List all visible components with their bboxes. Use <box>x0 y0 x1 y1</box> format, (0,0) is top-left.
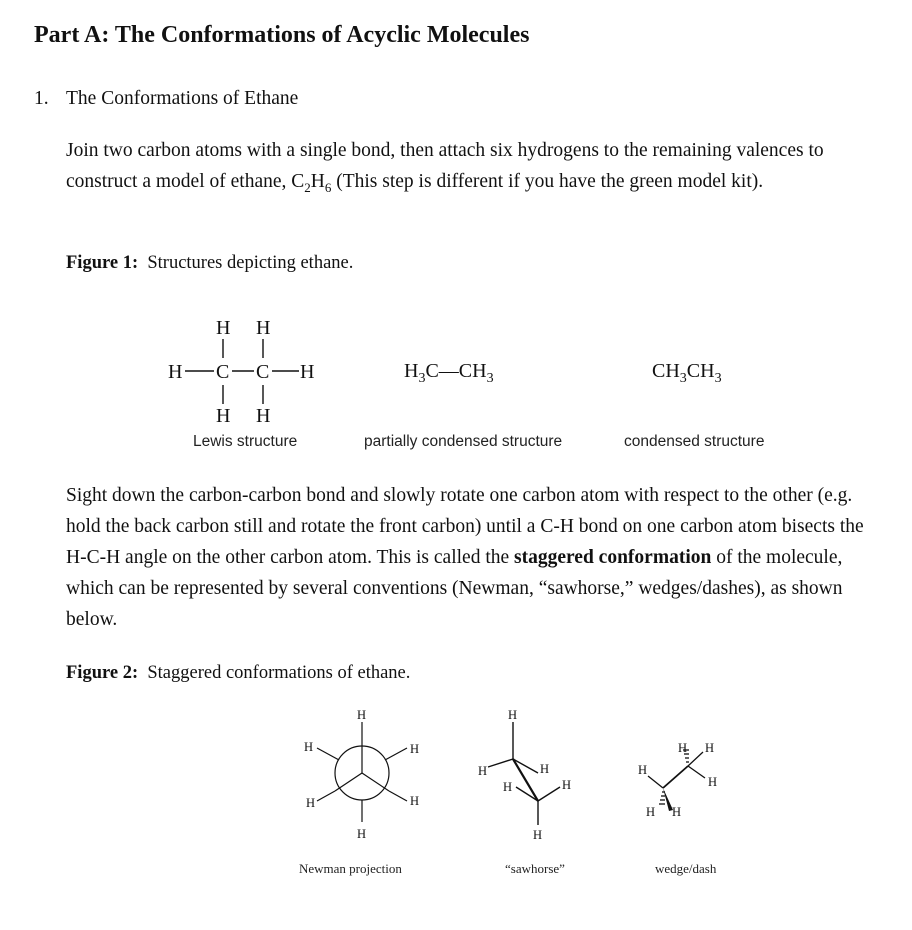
intro-text-end: (This step is different if you have the green model kit). <box>331 171 764 192</box>
newman-back-bond-upper-right <box>385 748 407 760</box>
lewis-h-top-left: H <box>216 317 231 339</box>
figure2-caption <box>66 663 410 684</box>
newman-h-bottom: H <box>357 827 367 841</box>
wedge-dash-diagram <box>630 730 730 820</box>
lewis-h-left: H <box>168 361 183 383</box>
newman-h-lower-right: H <box>410 794 420 808</box>
section-number: 1. <box>34 88 49 109</box>
newman-h-upper-right: H <box>410 742 420 756</box>
staggered-text-1: Sight down the carbon-carbon bond and slowly rotate one carbon atom with respect to the other (e.g. hold the back carbon still and rotate the front carbon) until a C-H bond on one carbon atom bisects the H-C-H angle on the other carbon atom. This is called the <box>66 485 864 568</box>
newman-front-bond-left <box>335 773 362 791</box>
condensed-structure-label: condensed structure <box>624 433 765 450</box>
sawhorse-h-top: H <box>508 708 518 722</box>
formula-sub-6: 6 <box>324 179 332 195</box>
wedge-dash-label: wedge/dash <box>655 861 717 876</box>
wedge-right-h-bond <box>688 766 705 778</box>
sawhorse-upper-left-bond <box>488 759 513 767</box>
newman-h-lower-left: H <box>306 796 316 810</box>
partial-c-ch: C—CH <box>425 360 487 382</box>
partially-condensed-formula <box>404 360 494 387</box>
wedge-h-top-left: H <box>678 741 688 755</box>
lewis-h-bottom-left: H <box>216 405 231 427</box>
figure2-label: Figure 2: <box>66 663 139 683</box>
partial-sub-3-b: 3 <box>486 371 494 386</box>
newman-front-bond-right <box>362 773 389 791</box>
condensed-ch-b: CH <box>686 360 715 382</box>
wedge-h-bottom-left: H <box>646 805 656 819</box>
intro-paragraph <box>66 135 866 203</box>
wedge-top-right-bond <box>688 752 703 766</box>
sawhorse-lower-right-bond <box>538 787 560 801</box>
condensed-formula <box>652 360 722 387</box>
newman-projection-label: Newman projection <box>299 861 402 876</box>
condensed-ch-a: CH <box>652 360 680 382</box>
wedge-h-left: H <box>638 763 648 777</box>
partially-condensed-label: partially condensed structure <box>364 433 563 450</box>
newman-projection-diagram <box>290 705 435 847</box>
wedge-h-bottom-right: H <box>672 805 682 819</box>
sawhorse-h-lower-left: H <box>503 780 513 794</box>
sawhorse-h-bottom: H <box>533 828 543 842</box>
lewis-h-bottom-right: H <box>256 405 271 427</box>
lewis-c-left: C <box>216 361 230 383</box>
wedge-dash-bottom-hashes <box>659 792 665 804</box>
figure1-caption-text: Structures depicting ethane. <box>147 253 354 273</box>
sawhorse-label: “sawhorse” <box>505 861 565 876</box>
lewis-h-right: H <box>300 361 315 383</box>
figure2-caption-text: Staggered conformations of ethane. <box>147 663 411 683</box>
wedge-left-h-bond <box>648 776 663 788</box>
sawhorse-h-upper-right: H <box>540 762 550 776</box>
condensed-sub-3-b: 3 <box>714 371 722 386</box>
sawhorse-h-upper-left: H <box>478 764 488 778</box>
formula-h: H <box>310 171 325 192</box>
staggered-term: staggered conformation <box>514 547 712 568</box>
partial-sub-3-a: 3 <box>418 371 426 386</box>
figure1-label: Figure 1: <box>66 253 139 273</box>
wedge-c-c-bond <box>663 766 688 788</box>
staggered-paragraph <box>66 480 866 635</box>
wedge-h-top-right: H <box>705 741 715 755</box>
section-title: The Conformations of Ethane <box>66 88 299 109</box>
condensed-sub-3-a: 3 <box>679 371 687 386</box>
lewis-h-top-right: H <box>256 317 271 339</box>
newman-front-bond-right-ext <box>389 791 407 801</box>
newman-back-bond-upper-left <box>317 748 339 760</box>
staggered-text-2: of the molecule, which can be represented by several conventions (Newman, “sawhorse,” wedges/dashes), as shown below. <box>66 547 843 630</box>
sawhorse-diagram <box>468 705 588 847</box>
lewis-c-right: C <box>256 361 270 383</box>
formula-sub-2: 2 <box>304 179 311 195</box>
figure1-caption <box>66 253 353 274</box>
page-heading: Part A: The Conformations of Acyclic Molecules <box>34 22 530 48</box>
newman-front-bond-left-ext <box>317 791 335 801</box>
lewis-structure-label: Lewis structure <box>193 433 298 450</box>
newman-h-top: H <box>357 708 367 722</box>
sawhorse-h-lower-right: H <box>562 778 572 792</box>
newman-h-upper-left: H <box>304 740 314 754</box>
wedge-h-right: H <box>708 775 718 789</box>
lewis-structure-diagram <box>160 310 330 435</box>
partial-h: H <box>404 360 419 382</box>
intro-text: Join two carbon atoms with a single bond, then attach six hydrogens to the remaining valences to construct a model of ethane, C <box>66 140 824 192</box>
